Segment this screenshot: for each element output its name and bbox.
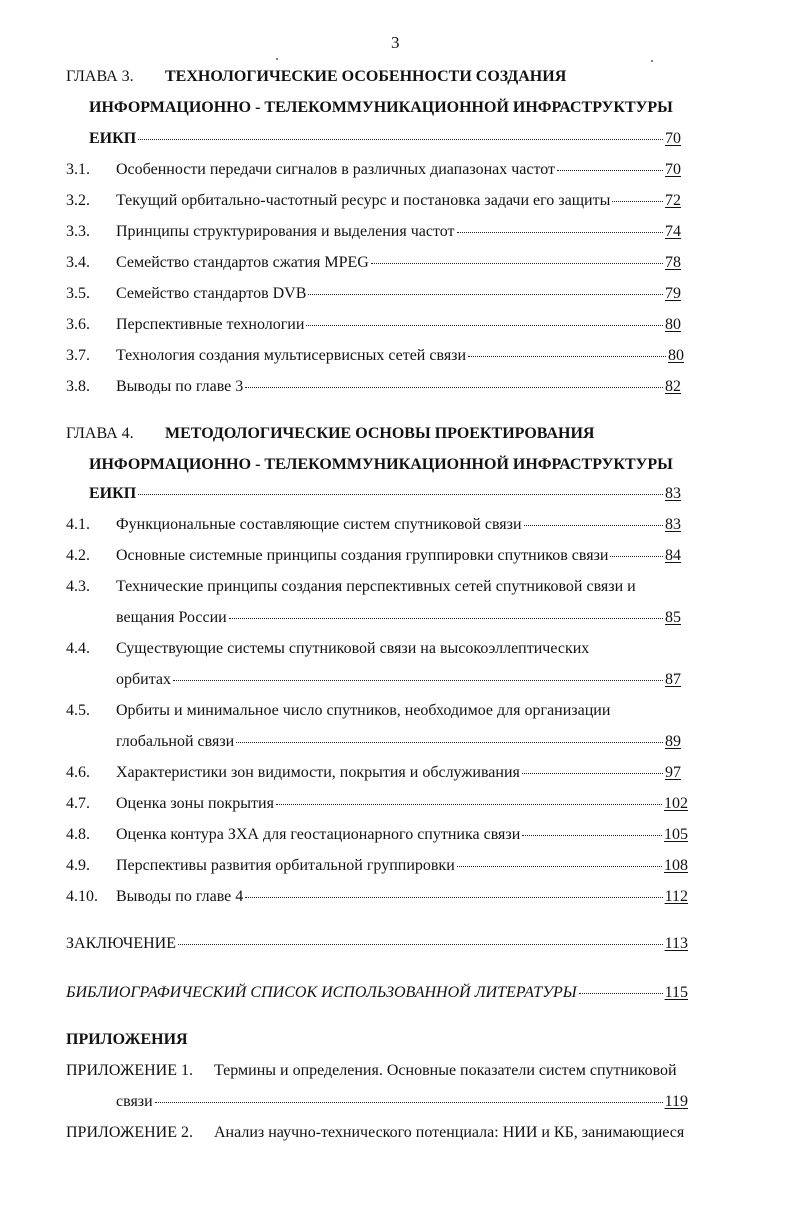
entry-page: 112: [664, 888, 688, 905]
dot-leader: [308, 294, 663, 295]
entry-number: 3.1.: [66, 161, 90, 178]
entry-text: вещания России: [116, 609, 227, 626]
toc-entry[interactable]: [116, 732, 681, 752]
entry-text: Семейство стандартов DVB: [116, 285, 307, 302]
entry-page: 83: [665, 516, 681, 533]
dot-leader: [173, 680, 663, 681]
dot-leader: [522, 773, 663, 774]
entry-text: БИБЛИОГРАФИЧЕСКИЙ СПИСОК ИСПОЛЬЗОВАННОЙ ЛИТЕРАТУРЫ: [66, 984, 577, 1001]
entry-page: 102: [664, 795, 688, 812]
entry-number: 4.3.: [66, 578, 90, 595]
appendix-text: Термины и определения. Основные показатели систем спутниковой: [214, 1062, 677, 1079]
entry-text: Текущий орбитально-частотный ресурс и постановка задачи его защиты: [116, 192, 611, 209]
dot-leader: [155, 1102, 663, 1103]
dot-leader: [522, 835, 662, 836]
entry-text: ЕИКП: [89, 485, 137, 502]
entry-page: 84: [665, 547, 681, 564]
toc-entry[interactable]: [116, 377, 681, 397]
entry-page: 74: [665, 223, 681, 240]
entry-text: ЕИКП: [89, 130, 137, 147]
entry-page: 82: [665, 378, 681, 395]
toc-entry[interactable]: [116, 856, 688, 876]
toc-entry[interactable]: [116, 253, 681, 273]
dot-leader: [229, 618, 663, 619]
entry-text: Орбиты и минимальное число спутников, необходимое для организации: [116, 702, 611, 719]
dot-leader: [138, 494, 663, 495]
scan-speck: [276, 58, 278, 60]
entry-number: 3.3.: [66, 223, 90, 240]
entry-text: Существующие системы спутниковой связи на высокоэллептических: [116, 640, 590, 657]
dot-leader: [579, 993, 663, 994]
entry-number: 4.6.: [66, 764, 90, 781]
toc-entry[interactable]: [89, 129, 681, 149]
toc-entry[interactable]: [116, 670, 681, 690]
chapter-label: ГЛАВА 3.: [66, 68, 134, 85]
entry-number: 3.6.: [66, 316, 90, 333]
toc-entry[interactable]: [116, 794, 688, 814]
scan-speck: [651, 60, 653, 62]
entry-page: 72: [665, 192, 681, 209]
dot-leader: [306, 325, 663, 326]
entry-page: 80: [665, 316, 681, 333]
entry-page: 80: [668, 347, 684, 364]
toc-entry[interactable]: [116, 515, 681, 535]
appendix-label: ПРИЛОЖЕНИЕ 2.: [66, 1124, 194, 1141]
entry-page: 105: [664, 826, 688, 843]
entry-text: Перспективы развития орбитальной группировки: [116, 857, 455, 874]
chapter-title: ТЕХНОЛОГИЧЕСКИЕ ОСОБЕННОСТИ СОЗДАНИЯ: [165, 68, 567, 85]
dot-leader: [371, 263, 663, 264]
entry-page: 70: [665, 161, 681, 178]
dot-leader: [468, 356, 666, 357]
chapter-title: ИНФОРМАЦИОННО - ТЕЛЕКОММУНИКАЦИОННОЙ ИНФРАСТРУКТУРЫ: [89, 99, 673, 116]
entry-number: 4.2.: [66, 547, 90, 564]
appendix-label: ПРИЛОЖЕНИЕ 1.: [66, 1062, 194, 1079]
toc-entry[interactable]: [116, 315, 681, 335]
entry-text: Принципы структурирования и выделения частот: [116, 223, 455, 240]
entry-number: 4.9.: [66, 857, 90, 874]
toc-entry[interactable]: [116, 160, 681, 180]
entry-number: 3.5.: [66, 285, 90, 302]
entry-number: 3.8.: [66, 378, 90, 395]
entry-text: Перспективные технологии: [116, 316, 305, 333]
entry-text: Семейство стандартов сжатия MPEG: [116, 254, 369, 271]
dot-leader: [245, 387, 663, 388]
dot-leader: [457, 232, 663, 233]
entry-text: Оценка контура ЗХА для геостационарного спутника связи: [116, 826, 521, 843]
entry-text: Оценка зоны покрытия: [116, 795, 274, 812]
entry-text: Технология создания мультисервисных сетей связи: [116, 347, 467, 364]
toc-entry-bibliography[interactable]: [66, 983, 688, 1003]
entry-text: Характеристики зон видимости, покрытия и обслуживания: [116, 764, 520, 781]
toc-entry[interactable]: [116, 887, 688, 907]
entry-text: орбитах: [116, 671, 171, 688]
toc-entry[interactable]: [116, 346, 684, 366]
appendix-text: Анализ научно-технического потенциала: НИИ и КБ, занимающиеся: [214, 1124, 685, 1141]
entry-number: 4.1.: [66, 516, 90, 533]
entry-page: 78: [665, 254, 681, 271]
entry-number: 4.8.: [66, 826, 90, 843]
entry-number: 3.2.: [66, 192, 90, 209]
entry-text: Особенности передачи сигналов в различных диапазонах частот: [116, 161, 556, 178]
entry-text: связи: [116, 1093, 153, 1110]
dot-leader: [276, 804, 662, 805]
dot-leader: [178, 944, 663, 945]
dot-leader: [138, 139, 663, 140]
entry-text: глобальной связи: [116, 733, 235, 750]
dot-leader: [457, 866, 662, 867]
toc-entry[interactable]: [89, 484, 681, 504]
dot-leader: [524, 525, 663, 526]
dot-leader: [245, 897, 662, 898]
entry-page: 115: [664, 984, 688, 1001]
toc-entry[interactable]: [116, 191, 681, 211]
entry-text: Выводы по главе 4: [116, 888, 244, 905]
entry-page: 85: [665, 609, 681, 626]
entry-number: 4.7.: [66, 795, 90, 812]
entry-page: 97: [665, 764, 681, 781]
entry-page: 79: [665, 285, 681, 302]
chapter-label: ГЛАВА 4.: [66, 425, 134, 442]
dot-leader: [612, 201, 663, 202]
entry-number: 4.5.: [66, 702, 90, 719]
entry-text: Функциональные составляющие систем спутниковой связи: [116, 516, 522, 533]
toc-entry-conclusion[interactable]: [66, 934, 688, 954]
appendices-heading: ПРИЛОЖЕНИЯ: [66, 1031, 188, 1048]
entry-text: Технические принципы создания перспективных сетей спутниковой связи и: [116, 578, 636, 595]
entry-number: 4.10.: [66, 888, 98, 905]
page-number: 3: [391, 33, 400, 52]
toc-entry[interactable]: [116, 608, 681, 628]
entry-page: 87: [665, 671, 681, 688]
entry-text: Выводы по главе 3: [116, 378, 244, 395]
chapter-title: МЕТОДОЛОГИЧЕСКИЕ ОСНОВЫ ПРОЕКТИРОВАНИЯ: [165, 425, 595, 442]
toc-entry-appendix-1[interactable]: [116, 1092, 688, 1112]
entry-text: Основные системные принципы создания группировки спутников связи: [116, 547, 609, 564]
entry-page: 70: [665, 130, 681, 147]
entry-number: 3.4.: [66, 254, 90, 271]
entry-page: 89: [665, 733, 681, 750]
toc-entry[interactable]: [116, 825, 688, 845]
entry-page: 108: [664, 857, 688, 874]
dot-leader: [557, 170, 663, 171]
toc-entry[interactable]: [116, 284, 681, 304]
entry-page: 113: [664, 935, 688, 952]
entry-page: 119: [664, 1093, 688, 1110]
chapter-title: ИНФОРМАЦИОННО - ТЕЛЕКОММУНИКАЦИОННОЙ ИНФРАСТРУКТУРЫ: [89, 456, 673, 473]
toc-entry[interactable]: [116, 222, 681, 242]
toc-entry[interactable]: [116, 546, 681, 566]
entry-number: 3.7.: [66, 347, 90, 364]
dot-leader: [610, 556, 663, 557]
dot-leader: [236, 742, 663, 743]
entry-text: ЗАКЛЮЧЕНИЕ: [66, 935, 176, 952]
entry-page: 83: [665, 485, 681, 502]
toc-entry[interactable]: [116, 763, 681, 783]
entry-number: 4.4.: [66, 640, 90, 657]
